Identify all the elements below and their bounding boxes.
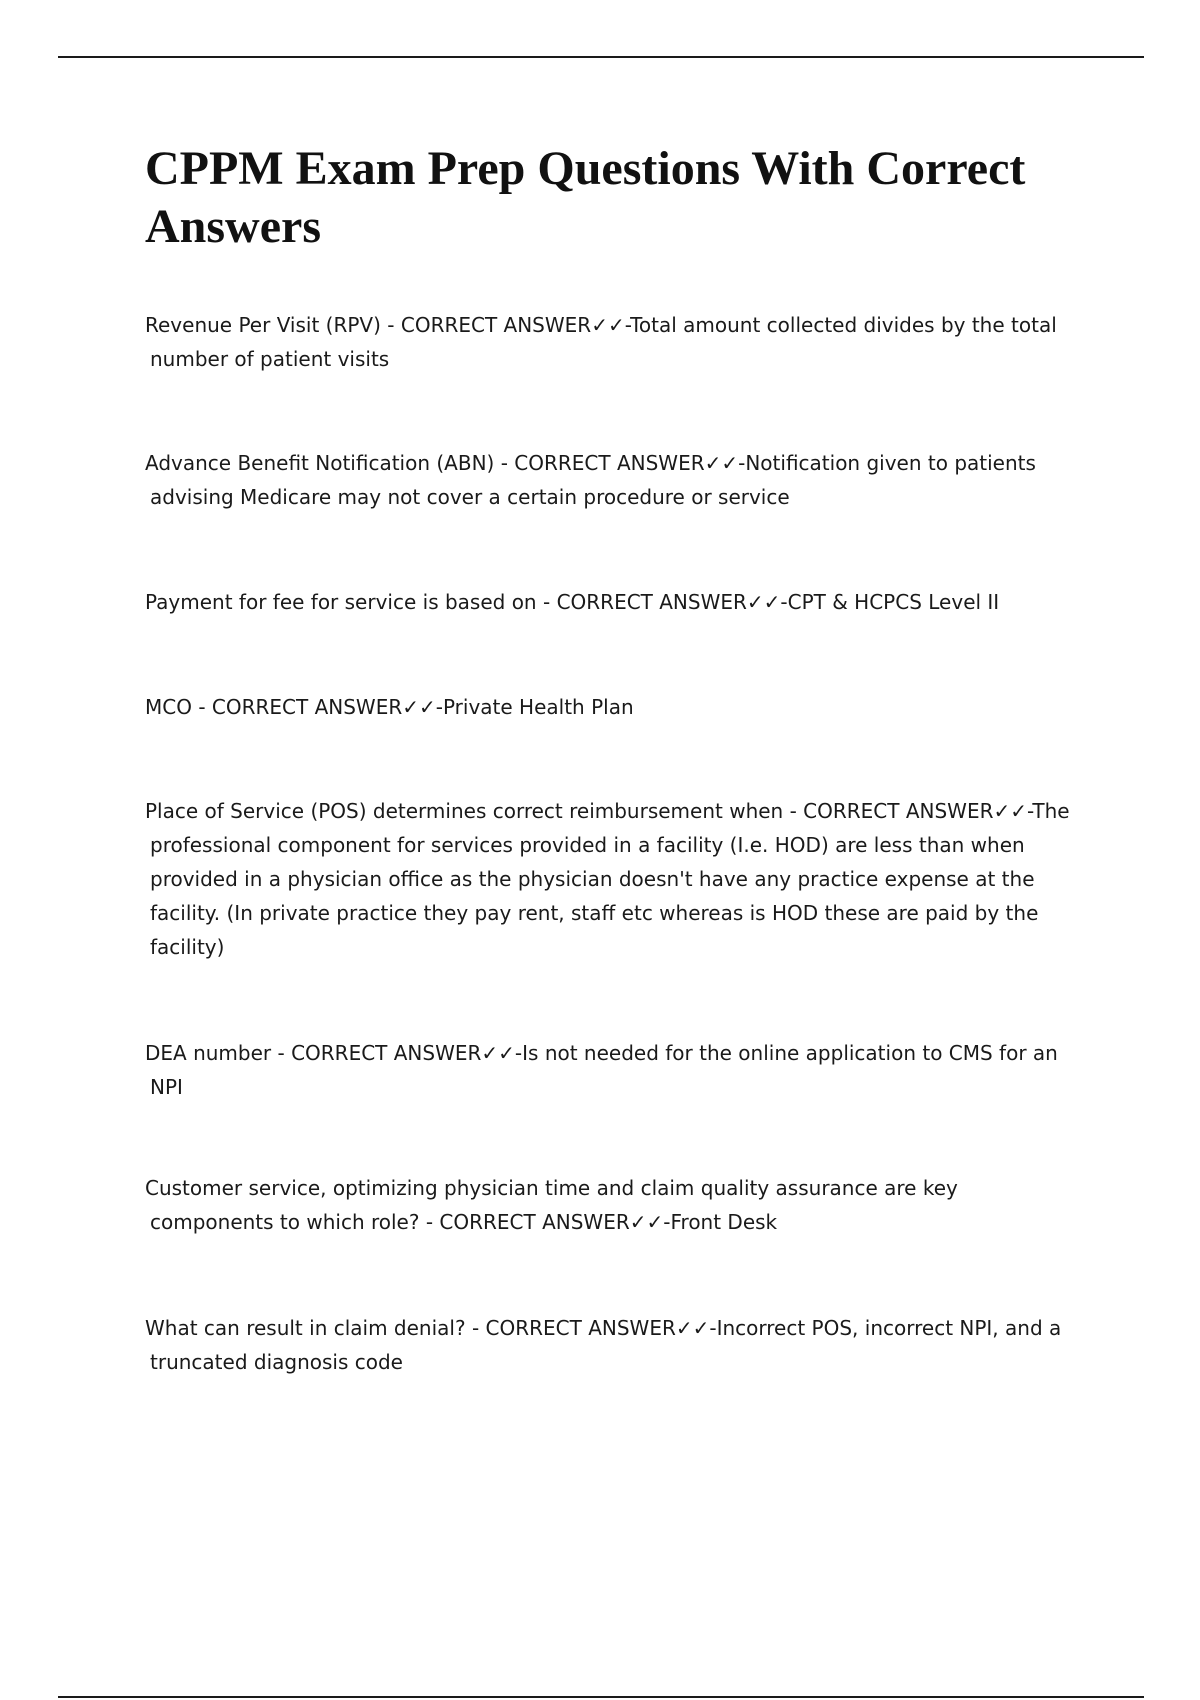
qa-item-2 [145,446,1085,514]
answer-marker: CORRECT ANSWER [211,695,403,719]
answer-dash: - [780,590,788,614]
question-text: DEA number [145,1041,272,1065]
answer-text: Notification given to patients advising Medicare may not cover a certain procedure or service [150,451,1036,509]
answer-marker: CORRECT ANSWER [514,451,705,475]
separator: - [494,451,515,475]
answer-text: CPT & HCPCS Level II [787,590,1000,614]
separator: - [536,590,557,614]
answer-text: Incorrect POS, incorrect NPI, and a truncated diagnosis code [150,1316,1062,1374]
answer-dash: - [624,313,631,337]
answer-dash: - [709,1316,717,1340]
check-icon: ✓✓ [402,695,436,719]
answer-text: Private Health Plan [442,695,634,719]
qa-item-3 [145,585,1085,619]
question-text: What can result in claim denial? [145,1316,466,1340]
question-text: Customer service, optimizing physician time and claim quality assurance are key components to which role? [145,1176,958,1234]
answer-text: The professional component for services provided in a facility (I.e. HOD) are less than when provided in a physician office as the physician doesn't have any practice expense at the facility. (In private practice they pay rent, staff etc whereas is HOD these are paid by the facility) [150,799,1070,959]
top-rule [58,56,1144,58]
check-icon: ✓✓ [993,799,1028,823]
qa-item-1 [145,308,1085,376]
document-title: CPPM Exam Prep Questions With Correct Answers [145,142,1026,253]
qa-item-5 [145,794,1085,964]
answer-text: Front Desk [670,1210,778,1234]
answer-marker: CORRECT ANSWER [439,1210,630,1234]
answer-marker: CORRECT ANSWER [803,799,994,823]
question-text: Place of Service (POS) determines correct reimbursement when [145,799,784,823]
answer-dash: - [435,695,443,719]
separator: - [191,695,212,719]
answer-dash: - [663,1210,671,1234]
answer-dash: - [1027,799,1033,823]
check-icon: ✓✓ [675,1316,710,1340]
answer-marker: CORRECT ANSWER [400,313,592,337]
separator: - [419,1210,440,1234]
question-text: Payment for fee for service is based on [145,590,537,614]
answer-dash: - [738,451,746,475]
question-text: Advance Benefit Notification (ABN) [145,451,495,475]
check-icon: ✓✓ [704,451,739,475]
answer-marker: CORRECT ANSWER [556,590,747,614]
answer-marker: CORRECT ANSWER [291,1041,482,1065]
separator: - [380,313,401,337]
separator: - [783,799,804,823]
separator: - [271,1041,292,1065]
bottom-rule [58,1696,1144,1698]
qa-item-6 [145,1036,1085,1104]
question-text: Revenue Per Visit (RPV) [145,313,381,337]
check-icon: ✓✓ [591,313,625,337]
check-icon: ✓✓ [629,1210,664,1234]
answer-text: Total amount collected divides by the total number of patient visits [150,313,1057,371]
qa-item-8 [145,1311,1085,1379]
check-icon: ✓✓ [746,590,781,614]
answer-marker: CORRECT ANSWER [485,1316,676,1340]
qa-item-4 [145,690,1085,724]
answer-text: Is not needed for the online application to CMS for an NPI [150,1041,1058,1099]
qa-item-7 [145,1171,1085,1239]
separator: - [465,1316,486,1340]
question-text: MCO [145,695,192,719]
answer-dash: - [514,1041,523,1065]
check-icon: ✓✓ [481,1041,515,1065]
